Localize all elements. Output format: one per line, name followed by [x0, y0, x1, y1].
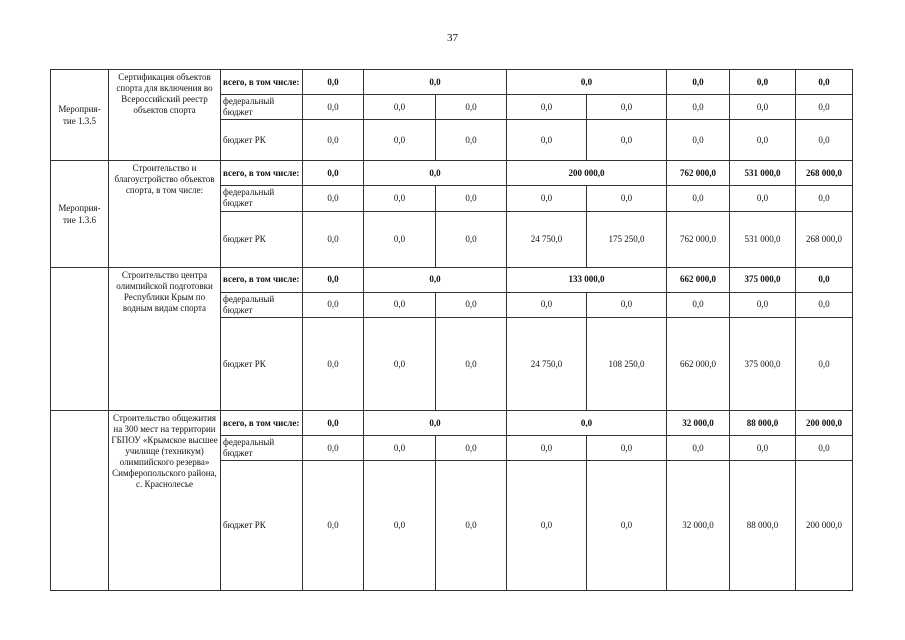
value-cell: 0,0 [667, 120, 730, 161]
value-cell: 0,0 [364, 317, 436, 410]
value-cell: 268 000,0 [796, 161, 853, 186]
value-cell: 24 750,0 [507, 317, 587, 410]
value-cell: 133 000,0 [507, 267, 667, 292]
value-cell: 375 000,0 [730, 267, 796, 292]
value-cell: 0,0 [796, 317, 853, 410]
measure-description: Сертификация объектов спорта для включения во Всероссийский реестр объектов спорта [109, 70, 221, 161]
value-cell: 0,0 [507, 292, 587, 317]
value-cell: 0,0 [436, 317, 507, 410]
value-cell: 0,0 [364, 292, 436, 317]
value-cell: 0,0 [364, 186, 436, 211]
value-cell: 0,0 [667, 292, 730, 317]
value-cell: 0,0 [436, 461, 507, 591]
value-cell: 0,0 [587, 186, 667, 211]
value-cell: 0,0 [303, 292, 364, 317]
value-cell: 0,0 [796, 95, 853, 120]
budget-table [50, 69, 853, 591]
value-cell: 0,0 [796, 292, 853, 317]
row-label: федеральный бюджет [221, 186, 303, 211]
value-cell: 531 000,0 [730, 211, 796, 267]
measure-description: Строительство центра олимпийской подготовки Республики Крым по водным видам спорта [109, 267, 221, 411]
total-row [51, 161, 853, 186]
value-cell: 662 000,0 [667, 267, 730, 292]
value-cell: 0,0 [436, 120, 507, 161]
row-label: бюджет РК [221, 120, 303, 161]
value-cell: 0,0 [364, 211, 436, 267]
measure-label: Мероприя-тие 1.3.6 [51, 161, 109, 267]
value-cell: 0,0 [364, 267, 507, 292]
value-cell: 0,0 [587, 461, 667, 591]
value-cell: 0,0 [436, 95, 507, 120]
value-cell: 0,0 [303, 211, 364, 267]
total-row [51, 411, 853, 436]
value-cell: 200 000,0 [507, 161, 667, 186]
value-cell: 0,0 [507, 120, 587, 161]
value-cell: 0,0 [507, 95, 587, 120]
value-cell: 0,0 [667, 436, 730, 461]
value-cell: 0,0 [587, 436, 667, 461]
value-cell: 0,0 [796, 186, 853, 211]
value-cell: 24 750,0 [507, 211, 587, 267]
measure-description: Строительство и благоустройство объектов спорта, в том числе: [109, 161, 221, 267]
value-cell: 0,0 [436, 211, 507, 267]
value-cell: 0,0 [730, 120, 796, 161]
value-cell: 0,0 [507, 461, 587, 591]
row-label: федеральный бюджет [221, 436, 303, 461]
row-label: бюджет РК [221, 461, 303, 591]
value-cell: 32 000,0 [667, 461, 730, 591]
value-cell: 0,0 [303, 436, 364, 461]
value-cell: 0,0 [730, 292, 796, 317]
value-cell: 268 000,0 [796, 211, 853, 267]
measure-label [51, 411, 109, 591]
value-cell: 0,0 [507, 436, 587, 461]
value-cell: 762 000,0 [667, 161, 730, 186]
value-cell: 762 000,0 [667, 211, 730, 267]
value-cell: 0,0 [303, 161, 364, 186]
row-label: всего, в том числе: [221, 267, 303, 292]
row-label: бюджет РК [221, 211, 303, 267]
value-cell: 0,0 [436, 436, 507, 461]
value-cell: 0,0 [730, 436, 796, 461]
value-cell: 0,0 [796, 70, 853, 95]
value-cell: 0,0 [667, 186, 730, 211]
value-cell: 0,0 [507, 186, 587, 211]
value-cell: 0,0 [507, 411, 667, 436]
value-cell: 0,0 [507, 70, 667, 95]
budget-table-body [51, 70, 853, 591]
value-cell: 0,0 [436, 186, 507, 211]
value-cell: 0,0 [436, 292, 507, 317]
value-cell: 0,0 [364, 70, 507, 95]
value-cell: 200 000,0 [796, 461, 853, 591]
value-cell: 0,0 [303, 186, 364, 211]
value-cell: 0,0 [303, 411, 364, 436]
value-cell: 531 000,0 [730, 161, 796, 186]
value-cell: 0,0 [587, 95, 667, 120]
value-cell: 0,0 [730, 186, 796, 211]
value-cell: 175 250,0 [587, 211, 667, 267]
value-cell: 88 000,0 [730, 411, 796, 436]
row-label: всего, в том числе: [221, 161, 303, 186]
value-cell: 108 250,0 [587, 317, 667, 410]
value-cell: 0,0 [796, 436, 853, 461]
value-cell: 0,0 [667, 95, 730, 120]
value-cell: 662 000,0 [667, 317, 730, 410]
measure-label [51, 267, 109, 411]
value-cell: 0,0 [364, 436, 436, 461]
value-cell: 0,0 [796, 267, 853, 292]
value-cell: 0,0 [587, 292, 667, 317]
value-cell: 0,0 [730, 95, 796, 120]
row-label: всего, в том числе: [221, 411, 303, 436]
value-cell: 0,0 [303, 120, 364, 161]
value-cell: 0,0 [730, 70, 796, 95]
value-cell: 200 000,0 [796, 411, 853, 436]
row-label: всего, в том числе: [221, 70, 303, 95]
row-label: федеральный бюджет [221, 292, 303, 317]
page-number: 37 [447, 32, 458, 44]
total-row [51, 267, 853, 292]
total-row [51, 70, 853, 95]
value-cell: 0,0 [303, 461, 364, 591]
value-cell: 0,0 [364, 411, 507, 436]
value-cell: 32 000,0 [667, 411, 730, 436]
value-cell: 88 000,0 [730, 461, 796, 591]
value-cell: 0,0 [364, 120, 436, 161]
value-cell: 0,0 [303, 95, 364, 120]
row-label: федеральный бюджет [221, 95, 303, 120]
value-cell: 0,0 [364, 161, 507, 186]
value-cell: 0,0 [587, 120, 667, 161]
value-cell: 0,0 [796, 120, 853, 161]
value-cell: 0,0 [364, 461, 436, 591]
value-cell: 0,0 [364, 95, 436, 120]
value-cell: 0,0 [303, 267, 364, 292]
measure-description: Строительство общежития на 300 мест на территории ГБПОУ «Крымское высшее училище (техникум) олимпийского резерва» Симферопольского района, с. Краснолесье [109, 411, 221, 591]
value-cell: 0,0 [667, 70, 730, 95]
value-cell: 375 000,0 [730, 317, 796, 410]
value-cell: 0,0 [303, 70, 364, 95]
row-label: бюджет РК [221, 317, 303, 410]
measure-label: Мероприя-тие 1.3.5 [51, 70, 109, 161]
value-cell: 0,0 [303, 317, 364, 410]
